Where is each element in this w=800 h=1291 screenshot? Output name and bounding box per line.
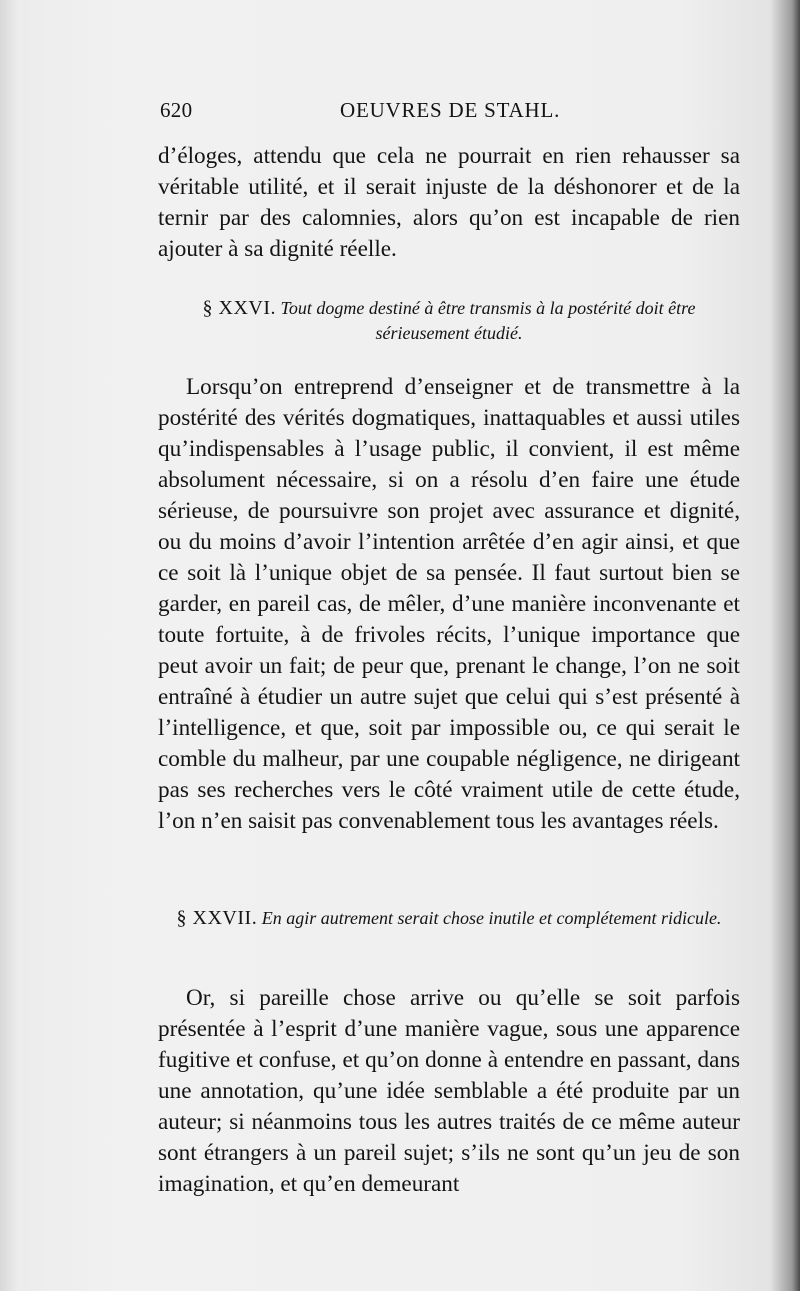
paragraph-2-text: Lorsqu’on entreprend d’enseigner et de transmettre à la postérité des vérités dogmatiques, inattaquables et aussi utiles qu’indispensables à l’usage public, il convient, il est même absolument nécessaire, si on a résolu d’en faire une étude sérieuse, de poursuivre son projet avec assurance et dignité, ou du moins d’avoir l’intention arrêtée d’en agir ainsi, et que ce soit là l’unique objet de sa pensée. Il faut surtout bien se garder, en pareil cas, de mêler, d’une manière inconvenante et toute fortuite, à de frivoles récits, l’unique importance que peut avoir un fait; de peur que, prenant le change, l’on ne soit entraîné à étudier un autre sujet que celui qui s’est présenté à l’intelligence, et que, soit par impossible ou, ce qui serait le comble du malheur, par une coupable négligence, ne dirigeant pas ses recherches vers le côté vraiment utile de cette étude, l’on n’en saisit pas convenablement tous les avantages réels.: [158, 374, 740, 834]
section-title-26: Tout dogme destiné à être transmis à la postérité doit être sérieusement étudié.: [280, 298, 696, 343]
paragraph-2: [158, 372, 740, 837]
running-head: OEUVRES DE STAHL.: [340, 98, 561, 122]
section-heading-27: [158, 906, 740, 931]
paragraph-1-text: d’éloges, attendu que cela ne pourrait en rien rehausser sa véritable utilité, et il serait injuste de la déshonorer et de la ternir par des calomnies, alors qu’on est incapable de rien ajouter à sa dignité réelle.: [158, 143, 740, 262]
page-header: [160, 98, 740, 126]
paragraph-3-text: Or, si pareille chose arrive ou qu’elle se soit parfois présentée à l’esprit d’une manière vague, sous une apparence fugitive et confuse, et qu’on donne à entendre en passant, dans une annotation, qu’une idée semblable a été produite par un auteur; si néanmoins tous les autres traités de ce même auteur sont étrangers à un pareil sujet; s’ils ne sont qu’un jeu de son imagination, et qu’en demeurant: [158, 985, 740, 1197]
section-number-27: § XXVII.: [176, 907, 258, 929]
paragraph-3: [158, 983, 740, 1200]
section-number-26: § XXVI.: [202, 297, 276, 319]
paragraph-continuation: [158, 141, 740, 265]
section-title-27: En agir autrement serait chose inutile et complétement ridicule.: [261, 908, 722, 928]
page-number: 620: [160, 98, 193, 122]
section-heading-26: [158, 296, 740, 346]
